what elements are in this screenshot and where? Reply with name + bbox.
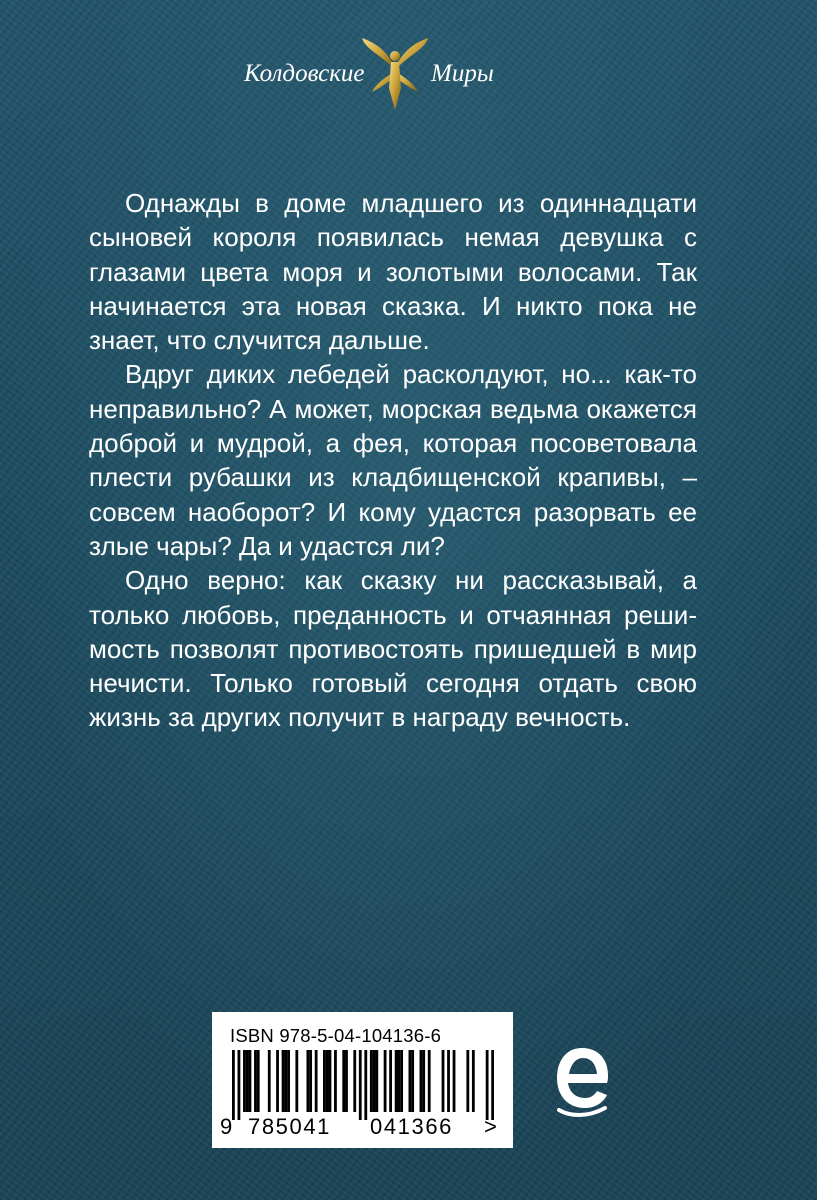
barcode-quiet-mark: > xyxy=(484,1114,497,1139)
blurb-paragraph: Однажды в доме младшего из одиннадцати сыновей короля появилась немая девушка с глазами цвета моря и золотыми волосами. Так начинается эта новая сказка. И никто пока не знает, что случится дальше. xyxy=(89,188,697,356)
barcode-bar xyxy=(491,1050,494,1120)
isbn-barcode-panel xyxy=(212,1012,513,1148)
barcode-left-digits: 785041 xyxy=(248,1114,332,1139)
barcode-bar xyxy=(420,1050,423,1112)
barcode-bar xyxy=(375,1050,378,1112)
barcode-bar xyxy=(384,1050,387,1112)
barcode-bar xyxy=(323,1050,326,1112)
barcode-bar xyxy=(345,1050,348,1112)
barcode-bar xyxy=(295,1050,298,1112)
barcode-bar xyxy=(287,1050,290,1112)
barcode-bar xyxy=(268,1050,271,1112)
barcode-bar xyxy=(370,1050,373,1112)
barcode-bar xyxy=(453,1050,456,1112)
barcode-bar xyxy=(249,1050,252,1112)
barcode-bar xyxy=(246,1050,249,1112)
barcode-bar xyxy=(309,1050,312,1112)
barcode-bar xyxy=(243,1050,246,1112)
barcode-bar xyxy=(254,1050,257,1112)
eksmo-e-logo-icon xyxy=(553,1044,611,1118)
barcode-bar xyxy=(329,1050,332,1112)
barcode-bar xyxy=(428,1050,431,1112)
barcode-bar xyxy=(411,1050,414,1112)
barcode-bar xyxy=(315,1050,318,1112)
series-name-right: Миры xyxy=(431,60,494,87)
barcode-bar xyxy=(422,1050,425,1112)
barcode-bar xyxy=(400,1050,403,1112)
barcode-bar xyxy=(359,1050,362,1120)
barcode-bar xyxy=(373,1050,376,1112)
barcode-bar xyxy=(353,1050,356,1112)
blurb-paragraph: Одно верно: как сказку ни рассказывай, а только любовь, преданность и отчаянная решимость позволят противостоять пришедшей в мир нечисти. Только готовый сегодня отдать свою жизнь за других получит в награду вечность. xyxy=(89,565,697,733)
isbn-number: ISBN 978-5-04-104136-6 xyxy=(230,1025,442,1046)
barcode-bar xyxy=(447,1050,450,1112)
barcode-bar xyxy=(257,1050,260,1112)
series-header xyxy=(0,50,817,110)
barcode-bar xyxy=(389,1050,392,1112)
barcode-bar xyxy=(472,1050,475,1112)
golden-fairy-emblem-icon xyxy=(358,32,432,112)
barcode-bar xyxy=(409,1050,412,1112)
barcode-bar xyxy=(284,1050,287,1112)
barcode-bar xyxy=(306,1050,309,1112)
barcode-bar xyxy=(395,1050,398,1112)
barcode-bar xyxy=(342,1050,345,1112)
barcode-right-digits: 041366 xyxy=(370,1114,454,1139)
blurb-paragraph: Вдруг диких лебедей расколдуют, но... как-то неправильно? А может, морская ведьма окажется доброй и мудрой, а фея, которая посоветовала плести рубашки из кладбищенской крапивы, – совсем наоборот? И кому удастся разорвать ее злые чары? Да и удастся ли? xyxy=(89,359,697,561)
barcode-bar xyxy=(442,1050,445,1112)
barcode-first-digit: 9 xyxy=(220,1114,233,1139)
barcode-bar xyxy=(282,1050,285,1112)
barcode-bar xyxy=(364,1050,367,1120)
barcode-bar xyxy=(466,1050,469,1112)
barcode-bars xyxy=(232,1050,494,1120)
barcode-bar xyxy=(276,1050,279,1112)
book-blurb xyxy=(89,186,697,735)
barcode-bar xyxy=(232,1050,235,1120)
barcode-bar xyxy=(486,1050,489,1120)
barcode-bar xyxy=(326,1050,329,1112)
barcode-bar xyxy=(334,1050,337,1112)
barcode-bar xyxy=(238,1050,241,1120)
barcode-bar xyxy=(397,1050,400,1112)
series-name-left: Колдовские xyxy=(244,60,365,87)
